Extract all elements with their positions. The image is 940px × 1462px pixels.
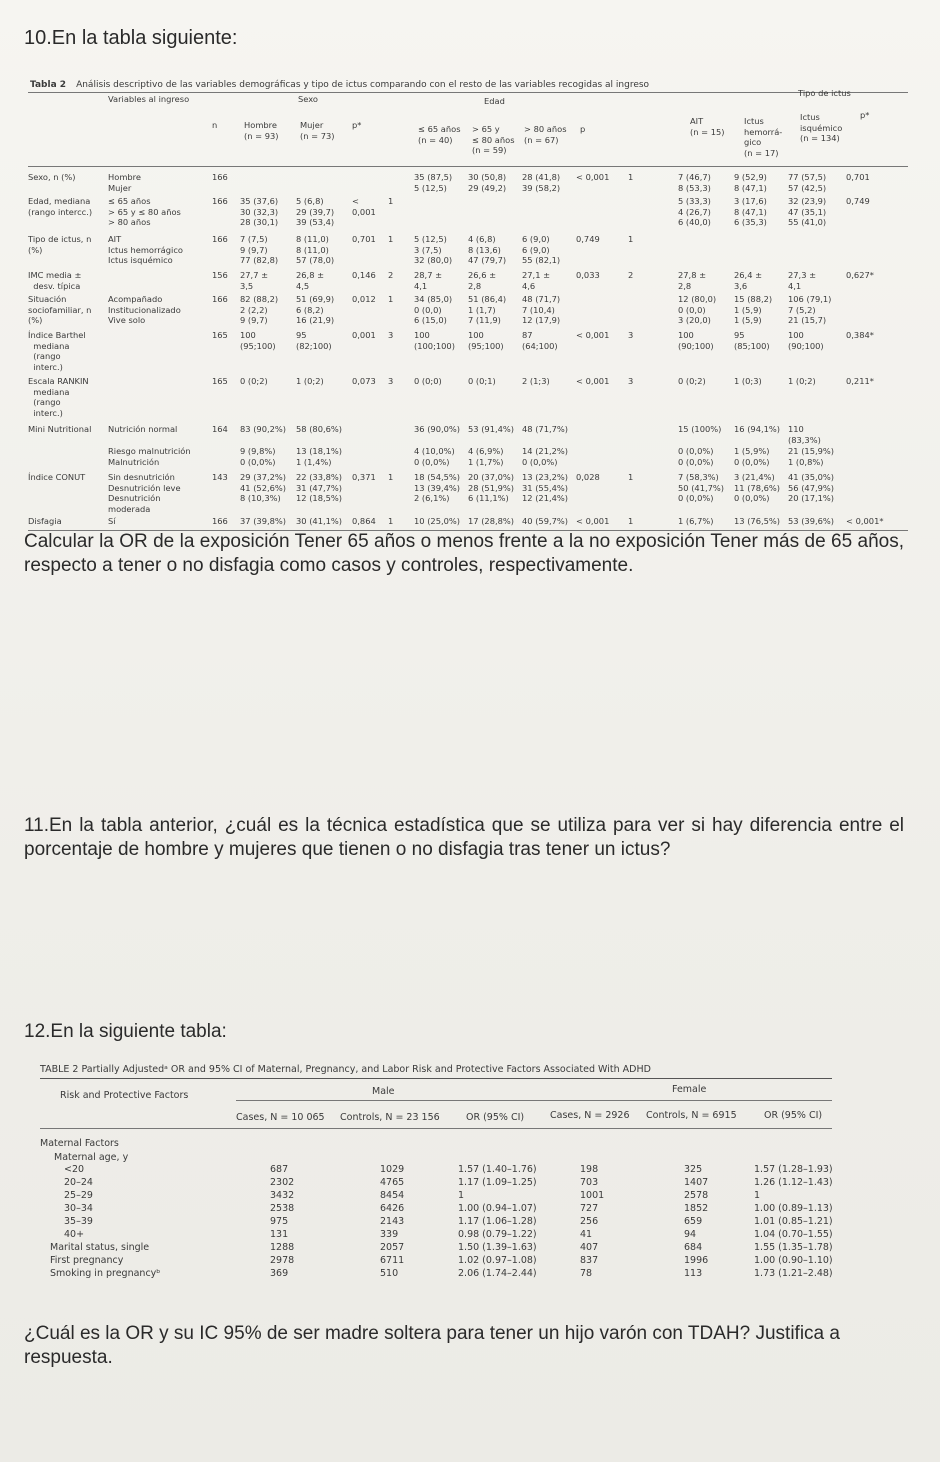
- table1-cell-e3: 28 (41,8) 39 (58,2): [522, 172, 561, 193]
- table2-h-ctrl-m: Controls, N = 23 156: [340, 1112, 440, 1123]
- table1-cell-p1: 0,073: [352, 376, 376, 386]
- table1-h-p1: p*: [352, 120, 362, 130]
- table1-cell-e2: 30 (50,8) 29 (49,2): [468, 172, 507, 193]
- table1-cell-n: 166: [212, 196, 228, 206]
- table2-h-or-f: OR (95% CI): [764, 1110, 823, 1121]
- q12-body: ¿Cuál es la OR y su IC 95% de ser madre soltera para tener un hijo varón con TDAH? Justifica a respuesta.: [24, 1323, 840, 1368]
- table1-h-n: n: [212, 120, 218, 130]
- table1-cell-t1: 7 (58,3%) 50 (41,7%) 0 (0,0%): [678, 472, 725, 504]
- table2-cell-of: 1.55 (1.35–1.78): [754, 1242, 833, 1253]
- table2-cell-cf: 41: [580, 1229, 593, 1240]
- table1-cell-e3: 14 (21,2%) 0 (0,0%): [522, 446, 569, 467]
- table1-cell-e1: 36 (90,0%): [414, 424, 461, 434]
- table1-cell-p2: < 0,001: [576, 516, 610, 526]
- table1-cell-e1: 0 (0;0): [414, 376, 442, 386]
- table1-cell-p1: 0,001: [352, 330, 376, 340]
- table1-cell-e2: 4 (6,8) 8 (13,6) 47 (79,7): [468, 234, 507, 266]
- table2-cell-km: 6426: [380, 1203, 405, 1214]
- table1-cell-hom: 9 (9,8%) 0 (0,0%): [240, 446, 276, 467]
- table1-cell-t3: 100 (90;100): [788, 330, 824, 351]
- table1-cell-sub: Hombre Mujer: [108, 172, 141, 193]
- table1-cell-e3: 87 (64;100): [522, 330, 558, 351]
- table1-cell-t3: 41 (35,0%) 56 (47,9%) 20 (17,1%): [788, 472, 835, 504]
- table1-cell-muj: 1 (0;2): [296, 376, 324, 386]
- table2-cell-cm: 2978: [270, 1255, 295, 1266]
- table1-cell-t3: 32 (23,9) 47 (35,1) 55 (41,0): [788, 196, 827, 228]
- table1-cell-t2: 13 (76,5%): [734, 516, 781, 526]
- table1-cell-t3: 21 (15,9%) 1 (0,8%): [788, 446, 835, 467]
- table2-cell-label: First pregnancy: [50, 1255, 124, 1266]
- table1-cell-p1: < 0,001: [352, 196, 376, 217]
- table1-h-p3: p*: [860, 110, 870, 120]
- table2-cell-of: 1.04 (0.70–1.55): [754, 1229, 833, 1240]
- table1-cell-e3: 6 (9,0) 6 (9,0) 55 (82,1): [522, 234, 561, 266]
- table1-h-hem: Ictus hemorrá- gico (n = 17): [744, 116, 783, 158]
- table1-cell-t1: 15 (100%): [678, 424, 722, 434]
- table2-cell-of: 1.57 (1.28–1.93): [754, 1164, 833, 1175]
- table1-cell-t2: 15 (88,2) 1 (5,9) 1 (5,9): [734, 294, 773, 326]
- table1-cell-var: Mini Nutritional: [28, 424, 92, 434]
- table1-cell-n: 143: [212, 472, 228, 482]
- table2-cell-cm: 975: [270, 1216, 289, 1227]
- table2-cell-cm: 687: [270, 1164, 289, 1175]
- table1-cell-df2: 1: [628, 234, 634, 244]
- table2-h-cases-m: Cases, N = 10 065: [236, 1112, 325, 1123]
- table2-cell-kf: 94: [684, 1229, 697, 1240]
- table1-cell-e1: 5 (12,5) 3 (7,5) 32 (80,0): [414, 234, 453, 266]
- table1-cell-p1: 0,371: [352, 472, 376, 482]
- table1-h-gt80: > 80 años (n = 67): [524, 124, 567, 145]
- table1-cell-df1: 3: [388, 330, 394, 340]
- table2-cell-label: 25–29: [64, 1190, 93, 1201]
- table1-h-gt65: > 65 y ≤ 80 años (n = 59): [472, 124, 515, 156]
- table1-cell-sub: Nutrición normal: [108, 424, 178, 434]
- table2-cell-label: 40+: [64, 1229, 85, 1240]
- table1-cell-e2: 0 (0;1): [468, 376, 496, 386]
- table1-h-sexo: Sexo: [298, 94, 318, 104]
- table1-cell-t3: 53 (39,6%): [788, 516, 835, 526]
- table1-cell-hom: 35 (37,6) 30 (32,3) 28 (30,1): [240, 196, 279, 228]
- table2-cell-label: 30–34: [64, 1203, 93, 1214]
- table2-cell-of: 1.00 (0.90–1.10): [754, 1255, 833, 1266]
- table2-cell-om: 0.98 (0.79–1.22): [458, 1229, 537, 1240]
- table1-cell-t1: 12 (80,0) 0 (0,0) 3 (20,0): [678, 294, 717, 326]
- table2-cell-cm: 3432: [270, 1190, 295, 1201]
- table1-cell-hom: 100 (95;100): [240, 330, 276, 351]
- table2-h-or-m: OR (95% CI): [466, 1112, 525, 1123]
- table2-cell-cm: 2302: [270, 1177, 295, 1188]
- table1-cell-var: Situación sociofamiliar, n (%): [28, 294, 92, 326]
- table2-cell-kf: 113: [684, 1268, 703, 1279]
- table2-cell-of: 1.26 (1.12–1.43): [754, 1177, 833, 1188]
- table1-cell-df2: 1: [628, 472, 634, 482]
- table1: [28, 80, 908, 532]
- table1-cell-var: Disfagia: [28, 516, 62, 526]
- table1-cell-e1: 34 (85,0) 0 (0,0) 6 (15,0): [414, 294, 453, 326]
- table2: [40, 1064, 840, 1309]
- table1-cell-p1: 0,146: [352, 270, 376, 280]
- table2-h-male: Male: [372, 1086, 395, 1097]
- table1-cell-p2: 0,033: [576, 270, 600, 280]
- table1-cell-e1: 28,7 ± 4,1: [414, 270, 443, 291]
- table2-cell-om: 1.17 (1.09–1.25): [458, 1177, 537, 1188]
- table2-cell-kf: 1407: [684, 1177, 709, 1188]
- table2-top-rule: [40, 1078, 832, 1079]
- table2-cell-kf: 325: [684, 1164, 703, 1175]
- table1-cell-t2: 3 (21,4%) 11 (78,6%) 0 (0,0%): [734, 472, 781, 504]
- table2-h-factors: Risk and Protective Factors: [60, 1090, 189, 1101]
- table2-cell-cf: 837: [580, 1255, 599, 1266]
- table2-cell-om: 2.06 (1.74–2.44): [458, 1268, 537, 1279]
- table1-cell-e3: 27,1 ± 4,6: [522, 270, 551, 291]
- table2-cell-cf: 198: [580, 1164, 599, 1175]
- table1-cell-e1: 18 (54,5%) 13 (39,4%) 2 (6,1%): [414, 472, 461, 504]
- table1-cell-hom: 83 (90,2%): [240, 424, 287, 434]
- table2-cell-km: 1029: [380, 1164, 405, 1175]
- q11-body: 11.En la tabla anterior, ¿cuál es la técnica estadística que se utiliza para ver si hay diferencia entre el porcentaje de hombre y mujeres que tienen o no disfagia tras tener un ictus?: [24, 815, 904, 860]
- table1-cell-df2: 1: [628, 172, 634, 182]
- table2-cell-km: 510: [380, 1268, 399, 1279]
- table2-cell-km: 2057: [380, 1242, 405, 1253]
- table1-cell-df2: 2: [628, 270, 634, 280]
- table1-cell-hom: 7 (7,5) 9 (9,7) 77 (82,8): [240, 234, 279, 266]
- table1-cell-t2: 16 (94,1%): [734, 424, 781, 434]
- q10-body: Calcular la OR de la exposición Tener 65 años o menos frente a la no exposición Tener más de 65 años, respecto a tener o no disfagia como casos y controles, respectivamente.: [24, 531, 904, 576]
- table1-cell-e1: 4 (10,0%) 0 (0,0%): [414, 446, 455, 467]
- table1-cell-muj: 8 (11,0) 8 (11,0) 57 (78,0): [296, 234, 335, 266]
- table1-cell-t2: 3 (17,6) 8 (47,1) 6 (35,3): [734, 196, 767, 228]
- table2-cell-kf: 1852: [684, 1203, 709, 1214]
- table1-cell-e2: 4 (6,9%) 1 (1,7%): [468, 446, 504, 467]
- table2-cell-kf: 684: [684, 1242, 703, 1253]
- table2-h-ctrl-f: Controls, N = 6915: [646, 1110, 737, 1121]
- table2-header-rule: [40, 1128, 832, 1129]
- table2-cell-cf: 1001: [580, 1190, 605, 1201]
- table2-cell-kf: 659: [684, 1216, 703, 1227]
- table1-cell-t3: 106 (79,1) 7 (5,2) 21 (15,7): [788, 294, 832, 326]
- table1-cell-p2: 0,028: [576, 472, 600, 482]
- table2-cell-cm: 2538: [270, 1203, 295, 1214]
- table1-h-tipo: Tipo de ictus: [798, 88, 851, 98]
- table1-cell-p2: < 0,001: [576, 376, 610, 386]
- table1-cell-p3: 0,749: [846, 196, 870, 206]
- table1-cell-p2: < 0,001: [576, 172, 610, 182]
- table2-cell-cm: 131: [270, 1229, 289, 1240]
- table1-cell-p3: 0,211*: [846, 376, 874, 386]
- table1-cell-p3: 0,384*: [846, 330, 874, 340]
- table1-cell-muj: 30 (41,1%): [296, 516, 343, 526]
- table2-cell-kf: 1996: [684, 1255, 709, 1266]
- table1-cell-n: 166: [212, 294, 228, 304]
- table1-cell-n: 166: [212, 234, 228, 244]
- table1-h-isq: Ictus isquémico (n = 134): [800, 112, 843, 144]
- table2-cell-km: 339: [380, 1229, 399, 1240]
- table2-cell-label: 20–24: [64, 1177, 93, 1188]
- table1-cell-p3: 0,627*: [846, 270, 874, 280]
- table2-cell-label: Smoking in pregnancyᵇ: [50, 1268, 161, 1279]
- table1-cell-t3: 1 (0;2): [788, 376, 816, 386]
- table2-cell-km: 6711: [380, 1255, 405, 1266]
- table1-cell-t3: 77 (57,5) 57 (42,5): [788, 172, 827, 193]
- table1-cell-hom: 29 (37,2%) 41 (52,6%) 8 (10,3%): [240, 472, 287, 504]
- table2-cell-label: Marital status, single: [50, 1242, 150, 1253]
- table1-cell-e1: 100 (100;100): [414, 330, 455, 351]
- table1-h-mujer: Mujer (n = 73): [300, 120, 335, 141]
- table2-caption: TABLE 2 Partially Adjustedᵃ OR and 95% CI of Maternal, Pregnancy, and Labor Risk and Protective Factors Associated With ADHD: [40, 1064, 651, 1075]
- table1-cell-n: 166: [212, 516, 228, 526]
- table1-h-variables: Variables al ingreso: [108, 94, 190, 104]
- table1-cell-var: Índice Barthel mediana (rango interc.): [28, 330, 86, 372]
- table2-cell-cm: 369: [270, 1268, 289, 1279]
- table2-cell-om: 1.50 (1.39–1.63): [458, 1242, 537, 1253]
- table2-cell-of: 1.73 (1.21–2.48): [754, 1268, 833, 1279]
- table1-cell-t2: 26,4 ± 3,6: [734, 270, 763, 291]
- table1-cell-df2: 1: [628, 516, 634, 526]
- table1-cell-p2: < 0,001: [576, 330, 610, 340]
- table1-cell-sub: AIT Ictus hemorrágico Ictus isquémico: [108, 234, 183, 266]
- table2-cell-om: 1.17 (1.06–1.28): [458, 1216, 537, 1227]
- table1-cell-t1: 7 (46,7) 8 (53,3): [678, 172, 711, 193]
- q10-title: 10.En la tabla siguiente:: [24, 27, 238, 49]
- table1-cell-muj: 22 (33,8%) 31 (47,7%) 12 (18,5%): [296, 472, 343, 504]
- table2-section-maternal: Maternal Factors: [40, 1138, 119, 1149]
- table1-cell-e1: 10 (25,0%): [414, 516, 461, 526]
- table1-cell-hom: 82 (88,2) 2 (2,2) 9 (9,7): [240, 294, 279, 326]
- table1-cell-t1: 5 (33,3) 4 (26,7) 6 (40,0): [678, 196, 711, 228]
- table1-cell-e3: 2 (1;3): [522, 376, 550, 386]
- table1-cell-var: Escala RANKIN mediana (rango interc.): [28, 376, 89, 418]
- table1-cell-df1: 2: [388, 270, 394, 280]
- table2-cell-label: Maternal age, y: [54, 1152, 129, 1163]
- table2-cell-kf: 2578: [684, 1190, 709, 1201]
- table1-cell-p1: 0,012: [352, 294, 376, 304]
- table1-h-le65: ≤ 65 años (n = 40): [418, 124, 461, 145]
- table1-cell-t3: 110 (83,3%): [788, 424, 821, 445]
- table1-cell-p3: 0,701: [846, 172, 870, 182]
- table1-header-rule: [28, 166, 908, 167]
- table1-cell-e3: 13 (23,2%) 31 (55,4%) 12 (21,4%): [522, 472, 569, 504]
- table2-cell-of: 1: [754, 1190, 761, 1201]
- table2-cell-cf: 256: [580, 1216, 599, 1227]
- table1-h-p2: p: [580, 124, 586, 134]
- table1-cell-df2: 3: [628, 376, 634, 386]
- table1-cell-p3: < 0,001*: [846, 516, 884, 526]
- table1-cell-e2: 17 (28,8%): [468, 516, 515, 526]
- table2-cell-om: 1: [458, 1190, 465, 1201]
- table1-cell-var: Índice CONUT: [28, 472, 86, 482]
- table2-cell-cf: 727: [580, 1203, 599, 1214]
- table1-cell-e3: 48 (71,7) 7 (10,4) 12 (17,9): [522, 294, 561, 326]
- table1-cell-hom: 0 (0;2): [240, 376, 268, 386]
- table1-cell-t2: 95 (85;100): [734, 330, 770, 351]
- table1-cell-sub: ≤ 65 años > 65 y ≤ 80 años > 80 años: [108, 196, 181, 228]
- table1-caption-label: Tabla 2: [30, 80, 67, 90]
- table1-cell-e2: 20 (37,0%) 28 (51,9%) 6 (11,1%): [468, 472, 515, 504]
- table1-cell-e2: 26,6 ± 2,8: [468, 270, 497, 291]
- table1-cell-hom: 37 (39,8%): [240, 516, 287, 526]
- table1-cell-muj: 95 (82;100): [296, 330, 332, 351]
- table1-cell-t2: 1 (5,9%) 0 (0,0%): [734, 446, 770, 467]
- table1-cell-t1: 0 (0,0%) 0 (0,0%): [678, 446, 714, 467]
- table1-top-rule: [28, 92, 908, 93]
- table2-cell-label: <20: [64, 1164, 85, 1175]
- table2-group-rule: [236, 1100, 832, 1101]
- table1-cell-e1: 35 (87,5) 5 (12,5): [414, 172, 453, 193]
- table1-cell-var: Edad, mediana (rango intercc.): [28, 196, 93, 217]
- table1-cell-p2: 0,749: [576, 234, 600, 244]
- table2-cell-cf: 703: [580, 1177, 599, 1188]
- table1-h-ait: AIT (n = 15): [690, 116, 725, 137]
- table1-h-hombre: Hombre (n = 93): [244, 120, 279, 141]
- table2-cell-of: 1.00 (0.89–1.13): [754, 1203, 833, 1214]
- table1-cell-t2: 1 (0;3): [734, 376, 762, 386]
- table1-cell-n: 165: [212, 376, 228, 386]
- table1-cell-n: 156: [212, 270, 228, 280]
- table1-cell-n: 164: [212, 424, 228, 434]
- table2-h-cases-f: Cases, N = 2926: [550, 1110, 630, 1121]
- q12-title: 12.En la siguiente tabla:: [24, 1021, 227, 1042]
- table1-cell-muj: 51 (69,9) 6 (8,2) 16 (21,9): [296, 294, 335, 326]
- table1-h-edad: Edad: [484, 96, 505, 106]
- table1-cell-e2: 51 (86,4) 1 (1,7) 7 (11,9): [468, 294, 507, 326]
- table1-cell-muj: 13 (18,1%) 1 (1,4%): [296, 446, 343, 467]
- table2-cell-of: 1.01 (0.85–1.21): [754, 1216, 833, 1227]
- table1-cell-t1: 0 (0;2): [678, 376, 706, 386]
- table2-cell-cm: 1288: [270, 1242, 295, 1253]
- table1-cell-muj: 26,8 ± 4,5: [296, 270, 325, 291]
- table1-cell-hom: 27,7 ± 3,5: [240, 270, 269, 291]
- table1-cell-df1: 1: [388, 234, 394, 244]
- table2-cell-om: 1.02 (0.97–1.08): [458, 1255, 537, 1266]
- table2-h-female: Female: [672, 1084, 707, 1095]
- table2-cell-cf: 78: [580, 1268, 593, 1279]
- table1-cell-sub: Sí: [108, 516, 116, 526]
- table2-cell-km: 4765: [380, 1177, 405, 1188]
- table1-cell-df1: 1: [388, 472, 394, 482]
- table2-cell-km: 2143: [380, 1216, 405, 1227]
- table1-caption-text: Análisis descriptivo de las variables demográficas y tipo de ictus comparando con el resto de las variables recogidas al ingreso: [76, 80, 650, 90]
- table1-cell-sub: Riesgo malnutrición Malnutrición: [108, 446, 191, 467]
- table1-caption: [30, 80, 649, 91]
- table1-cell-sub: Acompañado Institucionalizado Vive solo: [108, 294, 181, 326]
- table1-cell-df2: 3: [628, 330, 634, 340]
- table1-cell-t1: 1 (6,7%): [678, 516, 714, 526]
- table1-cell-muj: 5 (6,8) 29 (39,7) 39 (53,4): [296, 196, 335, 228]
- table1-cell-df1: 1: [388, 516, 394, 526]
- table1-cell-t2: 9 (52,9) 8 (47,1): [734, 172, 767, 193]
- table1-cell-var: IMC media ± desv. típica: [28, 270, 82, 291]
- table1-cell-df1: 1: [388, 196, 394, 206]
- table1-cell-e2: 100 (95;100): [468, 330, 504, 351]
- table1-cell-var: Sexo, n (%): [28, 172, 76, 182]
- table1-cell-t1: 100 (90;100): [678, 330, 714, 351]
- table1-cell-t3: 27,3 ± 4,1: [788, 270, 817, 291]
- table1-cell-t1: 27,8 ± 2,8: [678, 270, 707, 291]
- table2-cell-om: 1.00 (0.94–1.07): [458, 1203, 537, 1214]
- table1-cell-p1: 0,701: [352, 234, 376, 244]
- table1-cell-e3: 40 (59,7%): [522, 516, 569, 526]
- table1-cell-p1: 0,864: [352, 516, 376, 526]
- table1-cell-df1: 3: [388, 376, 394, 386]
- table1-cell-df1: 1: [388, 294, 394, 304]
- table1-cell-muj: 58 (80,6%): [296, 424, 343, 434]
- table2-cell-label: 35–39: [64, 1216, 93, 1227]
- table1-cell-n: 165: [212, 330, 228, 340]
- table1-cell-var: Tipo de ictus, n (%): [28, 234, 92, 255]
- table1-cell-e2: 53 (91,4%): [468, 424, 515, 434]
- table1-cell-n: 166: [212, 172, 228, 182]
- table1-cell-sub: Sin desnutrición Desnutrición leve Desnutrición moderada: [108, 472, 181, 514]
- table1-cell-e3: 48 (71,7%): [522, 424, 569, 434]
- table2-cell-cf: 407: [580, 1242, 599, 1253]
- table2-cell-km: 8454: [380, 1190, 405, 1201]
- table2-cell-om: 1.57 (1.40–1.76): [458, 1164, 537, 1175]
